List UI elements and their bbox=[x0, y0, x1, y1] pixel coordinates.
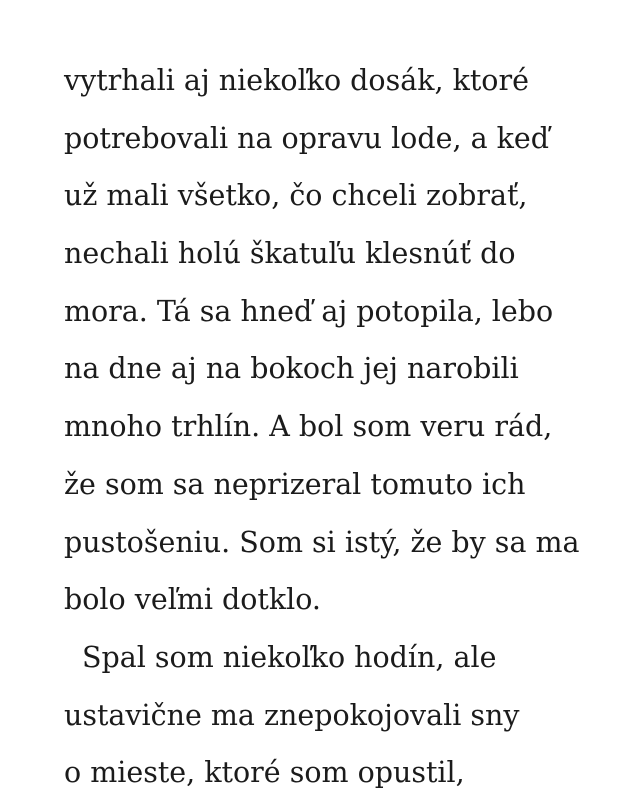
paragraph-start-line: Spal som niekoľko hodín, ale bbox=[82, 640, 497, 674]
text-line: o mieste, ktoré som opustil, bbox=[64, 756, 465, 790]
text-line: že som sa neprizeral tomuto ich bbox=[64, 467, 526, 501]
text-line: na dne aj na bokoch jej narobili bbox=[64, 352, 519, 386]
text-line: potrebovali na opravu lode, a keď bbox=[64, 121, 550, 155]
text-line: ustavične ma znepokojovali sny bbox=[64, 698, 520, 732]
text-line: vytrhali aj niekoľko dosák, ktoré bbox=[64, 64, 529, 97]
text-line: bolo veľmi dotklo. bbox=[64, 583, 321, 617]
body-text bbox=[64, 52, 604, 802]
text-line: mora. Tá sa hneď aj potopila, lebo bbox=[64, 294, 554, 328]
text-line: mnoho trhlín. A bol som veru rád, bbox=[64, 410, 553, 444]
text-line: pustošeniu. Som si istý, že by sa ma bbox=[64, 525, 580, 559]
text-line: už mali všetko, čo chceli zobrať, bbox=[64, 179, 528, 213]
text-line: nechali holú škatuľu klesnúť do bbox=[64, 237, 516, 271]
